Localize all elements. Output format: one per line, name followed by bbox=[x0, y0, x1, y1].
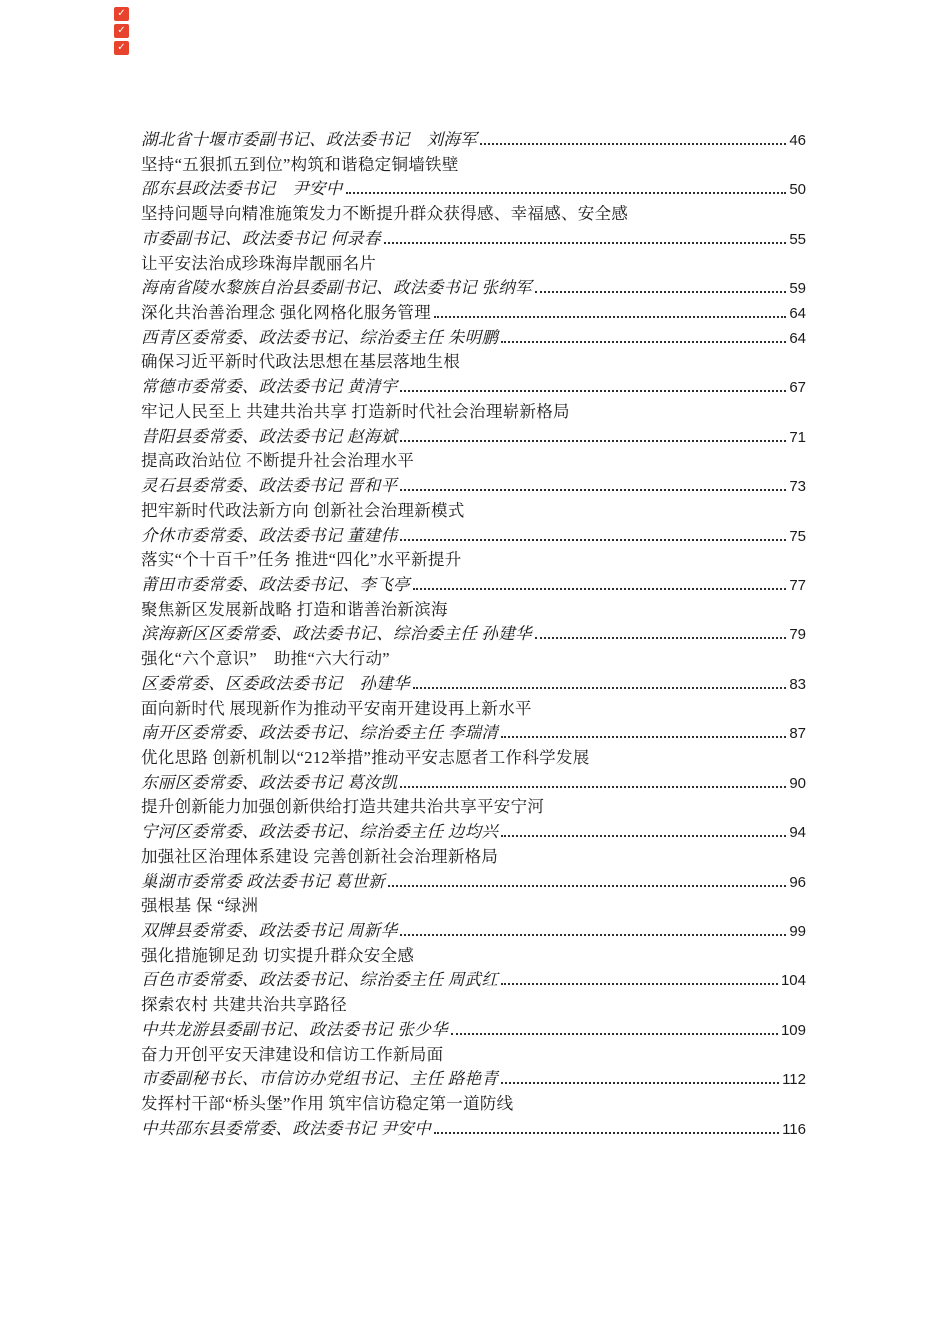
toc-entry bbox=[141, 348, 806, 373]
dot-leader bbox=[397, 391, 788, 392]
toc-entry-text: 南开区委常委、政法委书记、综治委主任 李瑞清 bbox=[141, 723, 499, 743]
toc-entry-text: 市委副秘书长、市信访办党组书记、主任 路艳青 bbox=[141, 1069, 499, 1089]
page-number: 64 bbox=[789, 329, 806, 347]
page-number: 67 bbox=[789, 379, 806, 397]
toc-entry bbox=[141, 818, 806, 843]
toc-entry bbox=[141, 670, 806, 695]
page-number: 83 bbox=[789, 675, 806, 693]
toc-entry bbox=[141, 1065, 806, 1090]
dot-leader bbox=[410, 589, 789, 590]
toc-entry bbox=[141, 151, 806, 176]
toc-entry bbox=[141, 1090, 806, 1115]
page-number: 46 bbox=[789, 132, 806, 149]
toc-entry bbox=[141, 744, 806, 769]
dot-leader bbox=[532, 292, 788, 293]
toc-entry bbox=[141, 373, 806, 398]
page-number: 90 bbox=[789, 774, 806, 792]
toc-entry bbox=[141, 1115, 806, 1140]
toc-entry bbox=[141, 546, 806, 571]
toc-entry bbox=[141, 522, 806, 547]
toc-entry-text: 滨海新区区委常委、政法委书记、综治委主任 孙建华 bbox=[141, 624, 532, 644]
toc-entry bbox=[141, 423, 806, 448]
toc-entry-text: 昔阳县委常委、政法委书记 赵海斌 bbox=[141, 426, 398, 446]
toc-entry-text: 把牢新时代政法新方向 创新社会治理新模式 bbox=[141, 500, 465, 520]
toc-entry bbox=[141, 1016, 806, 1041]
page-number: 75 bbox=[789, 527, 806, 545]
toc-list bbox=[141, 126, 806, 1139]
toc-entry-text: 双牌县委常委、政法委书记 周新华 bbox=[141, 921, 398, 940]
toc-entry-text: 坚持“五狠抓五到位”构筑和谐稳定铜墙铁壁 bbox=[141, 154, 459, 174]
dot-leader bbox=[343, 193, 789, 194]
dot-leader bbox=[532, 638, 788, 639]
toc-entry-text: 宁河区委常委、政法委书记、综治委主任 边均兴 bbox=[141, 822, 499, 842]
toc-entry bbox=[141, 299, 806, 324]
dot-leader bbox=[397, 540, 788, 541]
dot-leader bbox=[397, 787, 788, 788]
toc-entry bbox=[141, 695, 806, 720]
toc-entry bbox=[141, 200, 806, 225]
dot-leader bbox=[498, 1083, 781, 1084]
toc-entry bbox=[141, 991, 806, 1016]
toc-entry-text: 中共龙游县委副书记、政法委书记 张少华 bbox=[141, 1019, 448, 1039]
toc-entry-text: 东丽区委常委、政法委书记 葛汝凯 bbox=[141, 772, 398, 792]
page-number: 73 bbox=[789, 478, 806, 496]
dot-leader bbox=[431, 1133, 781, 1134]
toc-entry-text: 面向新时代 展现新作为推动平安南开建设再上新水平 bbox=[141, 698, 532, 718]
toc-entry bbox=[141, 966, 806, 991]
page-number: 112 bbox=[782, 1071, 806, 1089]
toc-entry bbox=[141, 126, 806, 151]
toc-entry-text: 百色市委常委、政法委书记、综治委主任 周武红 bbox=[141, 970, 499, 990]
red-check-icon: ✓ bbox=[114, 41, 129, 55]
dot-leader bbox=[397, 490, 788, 491]
toc-entry bbox=[141, 843, 806, 868]
toc-entry bbox=[141, 1041, 806, 1066]
toc-entry-text: 让平安法治成珍珠海岸靓丽名片 bbox=[141, 253, 377, 273]
toc-entry bbox=[141, 324, 806, 349]
dot-leader bbox=[477, 144, 788, 145]
toc-entry-text: 湖北省十堰市委副书记、政法委书记 刘海军 bbox=[141, 130, 477, 149]
dot-leader bbox=[498, 836, 788, 837]
toc-entry bbox=[141, 892, 806, 917]
toc-entry-text: 发挥村干部“桥头堡”作用 筑牢信访稳定第一道防线 bbox=[141, 1094, 514, 1114]
toc-entry bbox=[141, 868, 806, 893]
toc-entry bbox=[141, 596, 806, 621]
toc-entry bbox=[141, 793, 806, 818]
toc-entry bbox=[141, 769, 806, 794]
toc-entry-text: 邵东县政法委书记 尹安中 bbox=[141, 179, 343, 199]
dot-leader bbox=[448, 1034, 780, 1035]
page-number: 64 bbox=[789, 305, 806, 323]
page-number: 96 bbox=[789, 873, 806, 891]
dot-leader bbox=[498, 737, 788, 738]
page-number: 99 bbox=[789, 923, 806, 940]
toc-entry bbox=[141, 645, 806, 670]
toc-entry-text: 灵石县委常委、政法委书记 晋和平 bbox=[141, 476, 398, 496]
toc-entry-text: 提高政治站位 不断提升社会治理水平 bbox=[141, 451, 415, 471]
page-number: 55 bbox=[789, 230, 806, 248]
toc-entry-text: 提升创新能力加强创新供给打造共建共治共享平安宁河 bbox=[141, 797, 545, 817]
toc-entry-text: 中共邵东县委常委、政法委书记 尹安中 bbox=[141, 1118, 432, 1138]
dot-leader bbox=[397, 935, 788, 936]
toc-entry-text: 强化“六个意识” 助推“六大行动” bbox=[141, 649, 390, 669]
toc-entry-text: 确保习近平新时代政法思想在基层落地生根 bbox=[141, 352, 461, 372]
toc-entry-text: 区委常委、区委政法委书记 孙建华 bbox=[141, 673, 410, 693]
toc-entry-text: 强化措施铆足劲 切实提升群众安全感 bbox=[141, 945, 415, 965]
dot-leader bbox=[385, 886, 788, 887]
toc-entry bbox=[141, 398, 806, 423]
toc-entry-text: 牢记人民至上 共建共治共享 打造新时代社会治理崭新格局 bbox=[141, 401, 570, 421]
toc-entry-text: 落实“个十百千”任务 推进“四化”水平新提升 bbox=[141, 550, 462, 570]
toc-entry bbox=[141, 175, 806, 200]
toc-entry-text: 市委副书记、政法委书记 何录春 bbox=[141, 228, 381, 248]
page-number: 71 bbox=[789, 428, 806, 446]
toc-entry bbox=[141, 274, 806, 299]
page-number: 109 bbox=[780, 1021, 806, 1039]
toc-entry-text: 海南省陵水黎族自治县委副书记、政法委书记 张纳军 bbox=[141, 278, 532, 298]
toc-entry bbox=[141, 942, 806, 967]
page-number: 79 bbox=[789, 626, 806, 644]
page-number: 77 bbox=[789, 576, 806, 594]
toc-entry-text: 深化共治善治理念 强化网格化服务管理 bbox=[141, 303, 432, 323]
dot-leader bbox=[410, 688, 789, 689]
toc-entry bbox=[141, 250, 806, 275]
toc-entry-text: 探索农村 共建共治共享路径 bbox=[141, 995, 348, 1015]
page-number: 50 bbox=[789, 181, 806, 199]
toc-entry-text: 聚焦新区发展新战略 打造和谐善治新滨海 bbox=[141, 599, 448, 619]
toc-entry-text: 加强社区治理体系建设 完善创新社会治理新格局 bbox=[141, 846, 499, 866]
page-number: 59 bbox=[789, 280, 806, 298]
toc-entry-text: 强根基 保 “绿洲 bbox=[141, 896, 259, 916]
toc-entry-text: 奋力开创平安天津建设和信访工作新局面 bbox=[141, 1044, 444, 1064]
toc-entry bbox=[141, 447, 806, 472]
corner-markers bbox=[114, 7, 129, 55]
toc-entry-text: 坚持问题导向精准施策发力不断提升群众获得感、幸福感、安全感 bbox=[141, 204, 629, 224]
toc-entry-text: 莆田市委常委、政法委书记、李飞亭 bbox=[141, 574, 410, 594]
toc-entry bbox=[141, 472, 806, 497]
page-number: 104 bbox=[780, 972, 806, 990]
page-number: 87 bbox=[789, 725, 806, 743]
dot-leader bbox=[397, 441, 788, 442]
red-check-icon: ✓ bbox=[114, 7, 129, 21]
page-number: 116 bbox=[782, 1120, 806, 1138]
dot-leader bbox=[431, 317, 788, 318]
toc-entry-text: 介休市委常委、政法委书记 董建伟 bbox=[141, 525, 398, 545]
toc-entry bbox=[141, 571, 806, 596]
toc-entry-text: 西青区委常委、政法委书记、综治委主任 朱明鹏 bbox=[141, 327, 499, 347]
toc-entry bbox=[141, 719, 806, 744]
toc-entry bbox=[141, 917, 806, 942]
red-check-icon: ✓ bbox=[114, 24, 129, 38]
page-number: 94 bbox=[789, 824, 806, 842]
toc-entry-text: 巢湖市委常委 政法委书记 葛世新 bbox=[141, 871, 386, 891]
dot-leader bbox=[381, 243, 789, 244]
toc-entry bbox=[141, 225, 806, 250]
toc-entry bbox=[141, 497, 806, 522]
toc-entry-text: 优化思路 创新机制以“212举措”推动平安志愿者工作科学发展 bbox=[141, 747, 590, 767]
toc-entry-text: 常德市委常委、政法委书记 黄清宇 bbox=[141, 377, 398, 397]
toc-entry bbox=[141, 620, 806, 645]
dot-leader bbox=[498, 342, 788, 343]
dot-leader bbox=[498, 984, 780, 985]
